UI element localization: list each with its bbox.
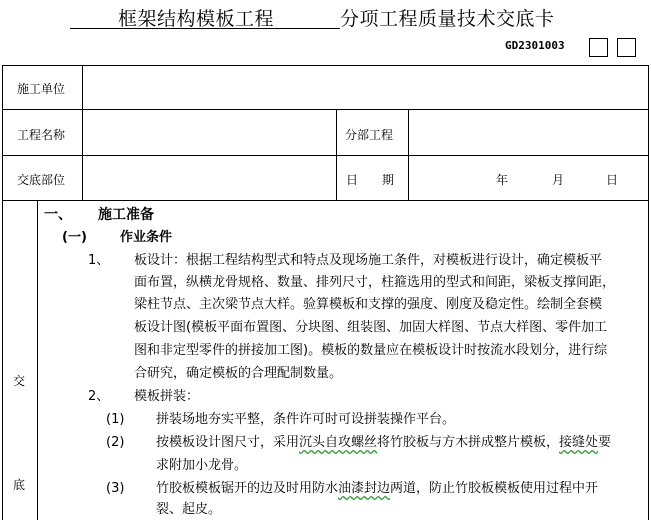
checkbox-2[interactable] [617,38,636,57]
point-number: (2) [106,435,125,450]
text-span: 按模板设计图尺寸，采用 [156,435,300,450]
construction-unit-label: 施工单位 [17,82,66,96]
label-column-divider [82,65,83,200]
text-span: 将竹胶板与方木拼成整片模板， [377,435,560,450]
project-name-label: 工程名称 [17,128,66,142]
table-border-right [648,65,649,520]
point-text: 拼装场地夯实平整，条件许可时可设拼装操作平台。 [156,412,456,427]
date-year-label: 年 [496,173,509,187]
point-number: (1) [106,412,125,427]
column-divider [336,109,337,200]
item-text-line: 图和非定型零件的拼接加工图)。模板的数量应在模板设计时按流水段划分，进行综 [134,343,608,358]
side-label-divider [37,200,38,520]
text-span-underlined: 沉头自攻螺丝 [299,435,378,450]
column-divider [408,109,409,200]
table-row-divider [2,200,649,201]
title-project: 框架结构模板工程 [118,8,275,30]
date-month-label: 月 [552,173,565,187]
item-text-line: 板设计图(模板平面布置图、分块图、组装图、加固大样图、节点大样图、零件加工 [134,320,608,335]
text-span: 要 [598,435,612,450]
item-text-line: 板设计：根据工程结构型式和特点及现场施工条件，对模板进行设计，确定模板平 [134,253,603,268]
point-number: (3) [106,481,125,496]
table-border-top [2,65,649,66]
item-number: 1、 [88,253,110,268]
text-span: 竹胶板模板锯开的边及时用防水 [156,481,339,496]
side-label-char: 交 [13,374,26,388]
item-title: 模板拼装： [134,389,200,404]
table-row-divider [2,109,649,110]
section-number: 一、 [44,207,72,223]
item-text-line: 合研究，确定模板的合理配制数量。 [134,366,343,381]
text-span: 两道，防止竹胶板模板使用过程中开 [390,481,599,496]
title-underline-gap [292,28,340,29]
table-row-divider [2,155,649,156]
table-border-left [2,65,3,520]
item-text-line: 面布置，纵横龙骨规格、数量、排列尺寸，柱箍选用的型式和间距，梁板支撑间距， [134,275,616,290]
sub-project-label: 分部工程 [345,128,394,142]
page-title: 分项工程质量技术交底卡 [340,8,555,30]
document-code: GD2301003 [505,39,565,52]
subsection-title: 作业条件 [120,230,173,245]
text-span-underlined: 油漆封边 [338,481,391,496]
date-day-label: 日 [606,173,619,187]
section-title: 施工准备 [98,207,154,223]
text-span-underlined: 接缝处 [559,435,599,450]
point-text-line [156,478,598,499]
item-text-line: 梁柱节点、主次梁节点大样。验算模板和支撑的强度、刚度及稳定性。绘制全套模 [134,297,603,312]
side-label-char: 底 [13,478,26,492]
item-number: 2、 [88,389,110,404]
point-text-line: 求附加小龙骨。 [156,458,248,473]
date-label: 日 期 [346,173,395,187]
subsection-number: (一) [62,230,87,245]
checkbox-1[interactable] [589,38,608,57]
point-text-line: 裂、起皮。 [156,502,222,517]
handover-part-label: 交底部位 [17,173,66,187]
point-text-line [156,432,611,453]
